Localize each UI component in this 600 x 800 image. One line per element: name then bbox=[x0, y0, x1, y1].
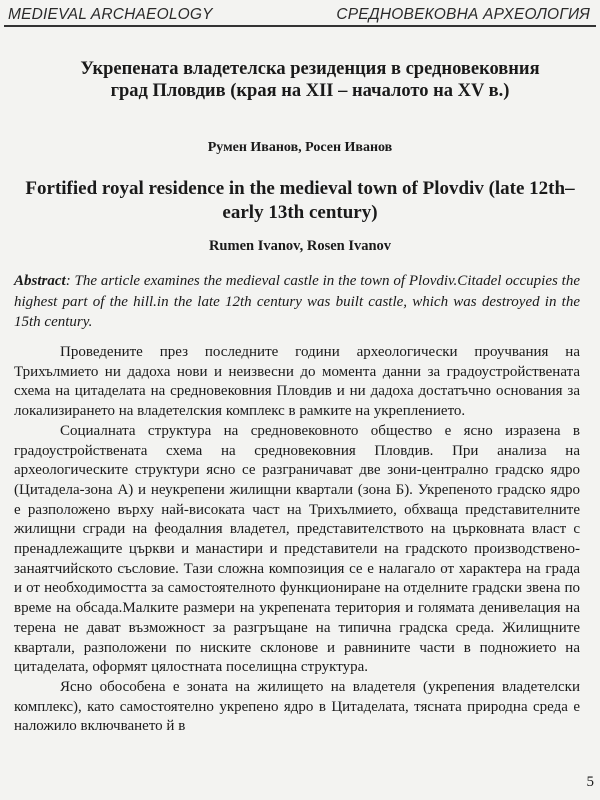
title-english: Fortified royal residence in the medieval town of Plovdiv (late 12th– early 13th century) bbox=[25, 178, 575, 223]
paragraph: Ясно обособена е зоната на жилището на владетеля (укрепения владетелски комплекс), като самостоятелно укрепено ядро в Цитаделата, тясната природна среда е наложило включването й в bbox=[14, 678, 580, 735]
header-right: СРЕДНОВЕКОВНА АРХЕОЛОГИЯ bbox=[336, 6, 590, 23]
paragraph: Проведените през последните години археологически проучвания на Трихълмието ни дадоха нови и неизвесни до момента данни за градоустройствената схема на цитаделата на средновековния Пловдив и ни дадоха достатъчно основания за локализирането на владетелския комплекс в рамките на укреплението. bbox=[14, 344, 580, 420]
abstract-text: : The article examines the medieval castle in the town of Plovdiv.Citadel occupies the highest part of the hill.in the late 12th century was built castle, which was destroyed in the 15th century. bbox=[14, 273, 580, 330]
header-rule bbox=[4, 25, 596, 27]
running-header bbox=[8, 0, 590, 24]
title-bulgarian: Укрепената владетелска резиденция в средновековния град Пловдив (края на XII – началото на XV в.) bbox=[80, 59, 540, 101]
authors-english: Rumen Ivanov, Rosen Ivanov bbox=[208, 238, 392, 254]
page-number: 5 bbox=[586, 774, 594, 790]
authors-bulgarian: Румен Иванов, Росен Иванов bbox=[207, 140, 393, 155]
paragraph: Социалната структура на средновековното общество е ясно изразена в градоустройствената схема на средновековния Пловдив. При анализа на археологическите структури ясно се разграничават две зони-централно градско ядро (Цитадела-зона А) и неукрепени жилищни квартали (зона Б). Укрепеното градско ядро е разположено върху най-високата част на Трихълмието, обхваща представителните жилищни сгради на феодалния владетел, представителството на църковната власт с пренадлежащите църкви и манастири и представители на градското производствено-занаятчийското съсловие. Тази сложна композиция се е налагало от характера на града и от необходимостта за самостоятелното функциониране на отделните градски звена по време на обсада.Малките размери на укрепената територия и голямата денивелация на терена не дават възможност за разгръщане на типична градска среда. Жилищните квартали, разположени по ниските склонове и равнините части в подножието на цитаделата, оформят цялостната поселищна структура. bbox=[14, 422, 580, 676]
header-left: MEDIEVAL ARCHAEOLOGY bbox=[8, 6, 213, 23]
abstract bbox=[14, 271, 580, 333]
abstract-label: Abstract bbox=[14, 273, 66, 289]
body-text bbox=[14, 343, 580, 737]
